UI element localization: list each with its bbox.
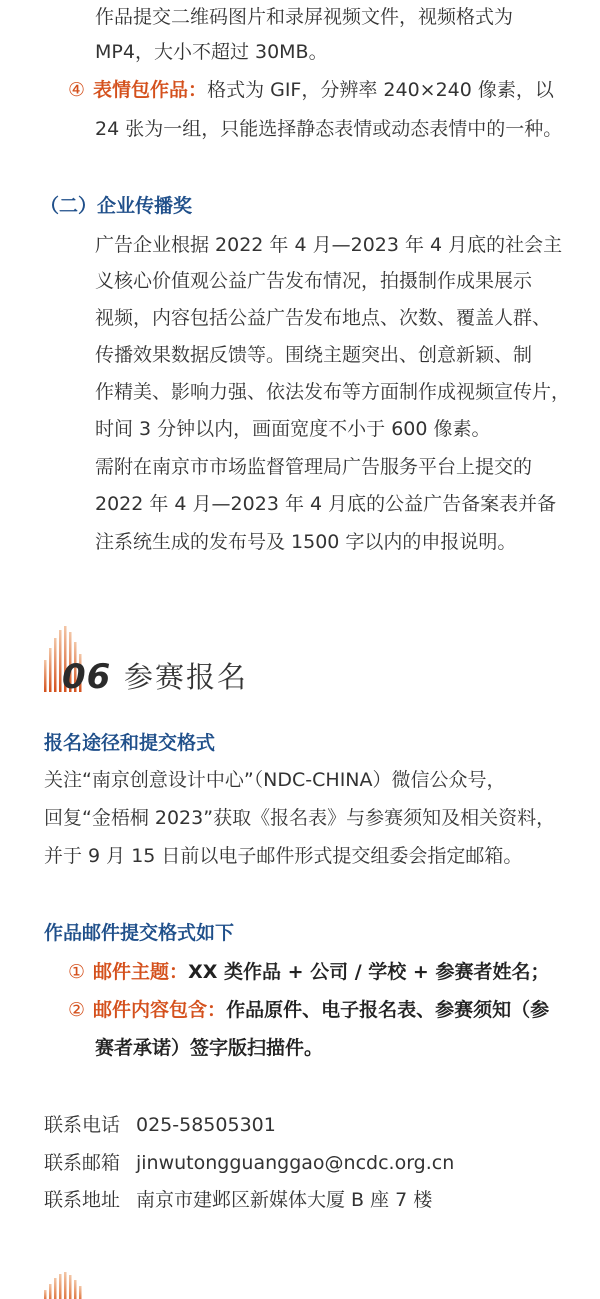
contact-phone-value: 025-58505301: [136, 1114, 276, 1136]
para-line: 义核心价值观公益广告发布情况，拍摄制作成果展示: [95, 270, 533, 292]
next-section-bars-icon: [44, 1272, 84, 1299]
intro-line-2: MP4，大小不超过 30MB。: [95, 41, 328, 63]
item-4-text: 格式为 GIF，分辨率 240×240 像素，以: [207, 79, 554, 101]
mail-item-2: [68, 998, 549, 1022]
contact-phone-label: 联系电话: [44, 1114, 121, 1136]
route-line: 关注“南京创意设计中心”（NDC-CHINA）微信公众号，: [44, 769, 506, 791]
para-line: 广告企业根据 2022 年 4 月—2023 年 4 月底的社会主: [95, 234, 563, 256]
section-06-title: 参赛报名: [124, 660, 249, 694]
contact-address: [44, 1188, 432, 1212]
mail-item-2-text-2: 赛者承诺）签字版扫描件。: [95, 1037, 324, 1059]
contact-address-value: 南京市建邺区新媒体大厦 B 座 7 楼: [136, 1189, 433, 1211]
section-06-number: 06: [62, 657, 112, 697]
item-4-marker: ④: [68, 79, 86, 101]
para-line: 2022 年 4 月—2023 年 4 月底的公益广告备案表并备: [95, 493, 557, 515]
para-line: 作精美、影响力强、依法发布等方面制作成视频宣传片，: [95, 381, 571, 403]
para-line: 注系统生成的发布号及 1500 字以内的申报说明。: [95, 531, 517, 553]
intro-line-1: 作品提交二维码图片和录屏视频文件，视频格式为: [95, 6, 514, 28]
contact-phone: [44, 1113, 276, 1137]
para-line: 需附在南京市市场监督管理局广告服务平台上提交的: [95, 456, 533, 478]
contact-email-value: jinwutongguanggao@ncdc.org.cn: [136, 1152, 455, 1174]
contact-email: [44, 1151, 454, 1175]
mail-item-1-marker: ①: [68, 961, 86, 983]
mail-item-1-text: XX 类作品 + 公司 / 学校 + 参赛者姓名；: [188, 961, 550, 983]
mail-item-2-marker: ②: [68, 999, 86, 1021]
item-4-text-2: 24 张为一组，只能选择静态表情或动态表情中的一种。: [95, 118, 563, 140]
mail-item-1: [68, 960, 549, 984]
item-4: [68, 78, 554, 102]
route-line: 并于 9 月 15 日前以电子邮件形式提交组委会指定邮箱。: [44, 845, 523, 867]
contact-email-label: 联系邮箱: [44, 1152, 121, 1174]
mail-item-2-text: 作品原件、电子报名表、参赛须知（参: [226, 999, 550, 1021]
mail-item-2-label: 邮件内容包含：: [93, 999, 227, 1021]
subheading-mail-format: 作品邮件提交格式如下: [44, 922, 235, 944]
mail-item-1-label: 邮件主题：: [93, 961, 189, 983]
para-line: 时间 3 分钟以内，画面宽度不小于 600 像素。: [95, 418, 491, 440]
contact-address-label: 联系地址: [44, 1189, 121, 1211]
item-4-label: 表情包作品：: [93, 79, 208, 101]
para-line: 传播效果数据反馈等。围绕主题突出、创意新颖、制: [95, 344, 533, 366]
route-line: 回复“金梧桐 2023”获取《报名表》与参赛须知及相关资料，: [44, 807, 556, 829]
para-line: 视频，内容包括公益广告发布地点、次数、覆盖人群、: [95, 307, 552, 329]
subheading-route: 报名途径和提交格式: [44, 732, 216, 754]
section-2-heading: （二）企业传播奖: [40, 195, 193, 217]
